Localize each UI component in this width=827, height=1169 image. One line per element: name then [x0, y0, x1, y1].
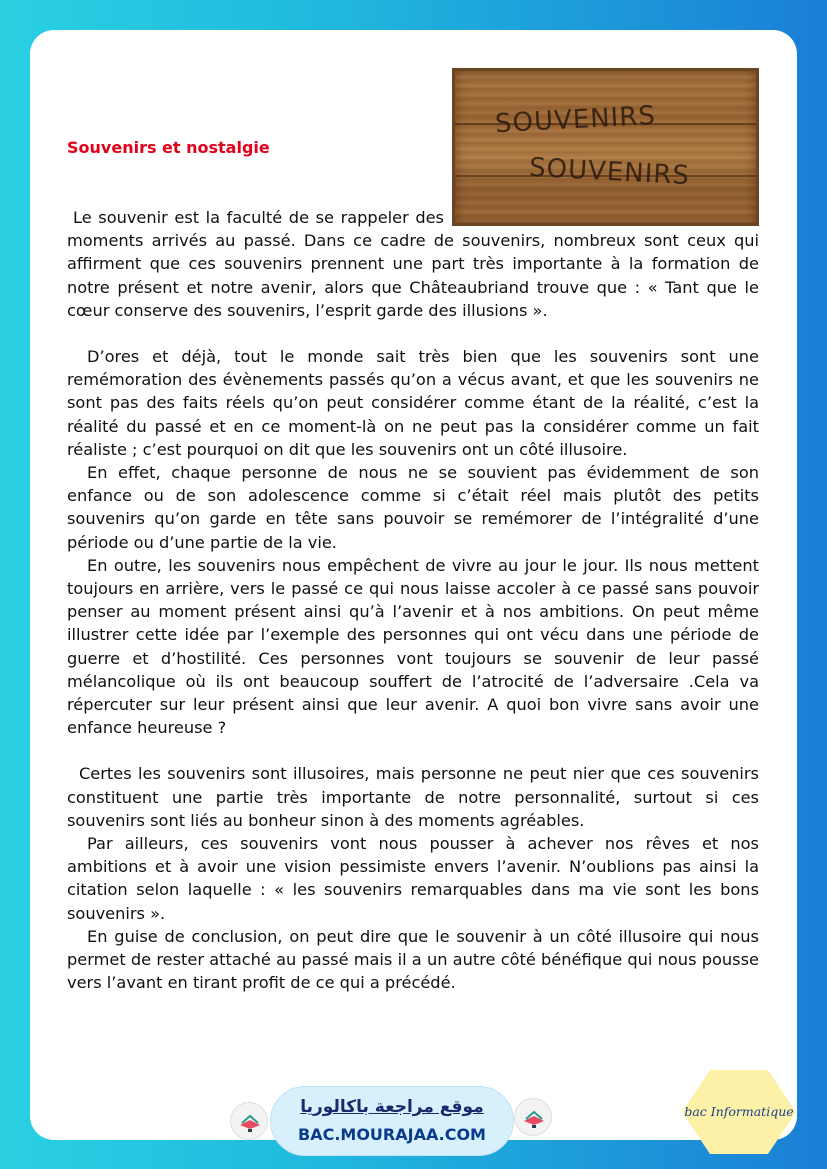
sign-word-1: SOUVENIRS — [494, 100, 657, 140]
paragraph: D’ores et déjà, tout le monde sait très bien que les souvenirs sont une remémoration des évènements passés qu’on a vécus avant, et que les souvenirs ne sont pas des faits réels qu’on peut considérer comme étant de la réalité, c’est la réalité du passé et en ce moment-là on ne peut pas la considérer comme un fait réaliste ; c’est pourquoi on dit que les souvenirs ont un côté illusoire. — [67, 347, 759, 459]
souvenirs-wood-sign-image — [452, 68, 759, 226]
paragraph: Par ailleurs, ces souvenirs vont nous pousser à achever nos rêves et nos ambitions et à avoir une vision pessimiste envers l’avenir. N’oublions pas ainsi la citation selon laquelle : « les souvenirs remarquables dans ma vie sont les bons souvenirs ». — [67, 834, 759, 923]
paragraph: Le souvenir est la faculté de se rappeler des moments arrivés au passé. Dans ce cadre de souvenirs, nombreux sont ceux qui affirment que ces souvenirs prennent une part très importante à la formation de notre présent et notre avenir, alors que Châteaubriand trouve que : « Tant que le cœur conserve des souvenirs, l’esprit garde des illusions ». — [67, 208, 759, 320]
paragraph: En outre, les souvenirs nous empêchent de vivre au jour le jour. Ils nous mettent toujours en arrière, vers le passé ce qui nous laisse accoler à ce passé sans pouvoir penser au moment présent ainsi qu’à l’avenir et à nos ambitions. On peut même illustrer cette idée par l’exemple des personnes qui ont vécu dans une période de guerre et d’hostilité. Ces personnes vont toujours se souvenir de leur passé mélancolique où ils ont beaucoup souffert de l’atrocité de l’adversaire .Cela va répercuter sur leur présent ainsi que leur avenir. A quoi bon vivre sans avoir une enfance heureuse ? — [67, 555, 759, 738]
document-body — [67, 206, 759, 995]
right-logo-icon — [514, 1098, 552, 1136]
sign-word-2: SOUVENIRS — [528, 152, 691, 192]
site-banner-link[interactable] — [270, 1086, 514, 1156]
left-logo-icon — [230, 1102, 268, 1140]
paragraph: Certes les souvenirs sont illusoires, mais personne ne peut nier que ces souvenirs constituent une partie très importante de notre personnalité, surtout si ces souvenirs sont liés au bonheur sinon à des moments agréables. — [67, 764, 759, 830]
paragraph: En effet, chaque personne de nous ne se souvient pas évidemment de son enfance ou de son adolescence comme si c’était réel mais plutôt des petits souvenirs qu’on garde en tête sans pouvoir se remémorer de l’intégralité d’une période ou d’une partie de la vie. — [67, 463, 759, 552]
document-title: Souvenirs et nostalgie — [67, 138, 270, 157]
bac-informatique-badge — [680, 1066, 798, 1158]
site-arabic-label: موقع مراجعة باكالوريا — [300, 1097, 484, 1117]
paragraph: En guise de conclusion, on peut dire que le souvenir à un côté illusoire qui nous permet de rester attaché au passé mais il a un autre côté bénéfique qui nous pousse vers l’avant en tirant profit de ce qui a précédé. — [67, 926, 759, 993]
badge-label: bac Informatique — [684, 1104, 794, 1119]
site-url-label: BAC.MOURAJAA.COM — [298, 1125, 486, 1144]
